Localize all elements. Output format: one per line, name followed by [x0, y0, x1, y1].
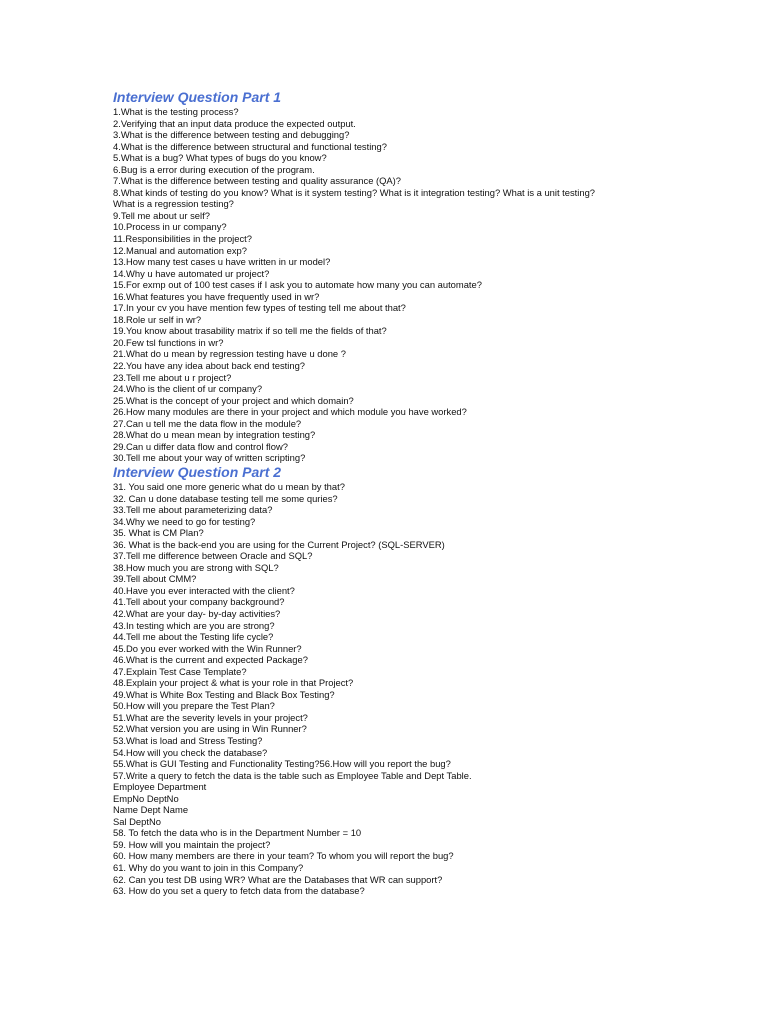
- question-line: 31. You said one more generic what do u mean by that?: [113, 480, 345, 492]
- question-line: 45.Do you ever worked with the Win Runner?: [113, 642, 302, 654]
- question-line: 9.Tell me about ur self?: [113, 209, 210, 221]
- question-line: 40.Have you ever interacted with the client?: [113, 584, 295, 596]
- question-line: 46.What is the current and expected Package?: [113, 654, 308, 666]
- question-line: 7.What is the difference between testing and quality assurance (QA)?: [113, 175, 402, 187]
- question-line: 13.How many test cases u have written in ur model?: [113, 256, 331, 268]
- question-line: 38.How much you are strong with SQL?: [113, 561, 279, 573]
- question-line: 25.What is the concept of your project and which domain?: [113, 394, 354, 406]
- question-line: 17.In your cv you have mention few types of testing tell me about that?: [113, 302, 406, 314]
- section-heading-part-2: Interview Question Part 2: [113, 463, 282, 480]
- question-line: 12.Manual and automation exp?: [113, 244, 247, 256]
- question-line: 37.Tell me difference between Oracle and SQL?: [113, 550, 313, 562]
- document-page: [113, 89, 753, 897]
- question-line: 53.What is load and Stress Testing?: [113, 734, 263, 746]
- question-line: 6.Bug is a error during execution of the program.: [113, 163, 315, 175]
- question-line: 62. Can you test DB using WR? What are the Databases that WR can support?: [113, 873, 443, 885]
- question-line: 39.Tell about CMM?: [113, 573, 197, 585]
- question-line: 50.How will you prepare the Test Plan?: [113, 700, 275, 712]
- question-line: What is a regression testing?: [113, 198, 234, 210]
- question-line: 55.What is GUI Testing and Functionality Testing?56.How will you report the bug?: [113, 758, 451, 770]
- question-line: 36. What is the back-end you are using for the Current Project? (SQL-SERVER): [113, 538, 445, 550]
- question-line: 32. Can u done database testing tell me some quries?: [113, 492, 338, 504]
- question-list-part-1: [113, 106, 753, 464]
- question-line: 4.What is the difference between structural and functional testing?: [113, 140, 387, 152]
- question-line: 52.What version you are using in Win Runner?: [113, 723, 307, 735]
- question-line: 42.What are your day- by-day activities?: [113, 607, 281, 619]
- question-list-part-2: [113, 481, 753, 897]
- question-line: Sal DeptNo: [113, 815, 161, 827]
- question-line: 61. Why do you want to join in this Company?: [113, 862, 304, 873]
- question-line: 26.How many modules are there in your project and which module you have worked?: [113, 406, 467, 418]
- question-line: 21.What do u mean by regression testing have u done ?: [113, 348, 346, 360]
- question-line: 11.Responsibilities in the project?: [113, 233, 252, 245]
- section-heading-part-1: Interview Question Part 1: [113, 89, 282, 105]
- question-line: 54.How will you check the database?: [113, 746, 268, 758]
- question-line: 19.You know about trasability matrix if so tell me the fields of that?: [113, 325, 387, 337]
- question-line: 22.You have any idea about back end testing?: [113, 360, 305, 372]
- question-line: 2.Verifying that an input data produce the expected output.: [113, 117, 356, 129]
- question-line: 34.Why we need to go for testing?: [113, 515, 256, 527]
- question-line: 60. How many members are there in your team? To whom you will report the bug?: [113, 850, 454, 862]
- question-line: 8.What kinds of testing do you know? What is it system testing? What is it integration testing? What is a unit testing?: [113, 186, 596, 198]
- question-line: 30.Tell me about your way of written scripting?: [113, 452, 306, 464]
- question-line: 29.Can u differ data flow and control flow?: [113, 440, 288, 452]
- question-line: 58. To fetch the data who is in the Department Number = 10: [113, 827, 362, 839]
- question-line: 35. What is CM Plan?: [113, 527, 204, 539]
- question-line: 14.Why u have automated ur project?: [113, 267, 270, 279]
- question-line: 23.Tell me about u r project?: [113, 371, 232, 383]
- question-line: 41.Tell about your company background?: [113, 596, 285, 608]
- question-line: 20.Few tsl functions in wr?: [113, 336, 224, 348]
- question-line: 24.Who is the client of ur company?: [113, 383, 263, 395]
- question-line: 43.In testing which are you are strong?: [113, 619, 275, 631]
- question-line: 28.What do u mean mean by integration testing?: [113, 429, 316, 441]
- question-line: 16.What features you have frequently used in wr?: [113, 290, 320, 302]
- question-line: EmpNo DeptNo: [113, 792, 179, 804]
- question-line: 63. How do you set a query to fetch data from the database?: [113, 885, 365, 897]
- question-line: 15.For exmp out of 100 test cases if I ask you to automate how many you can automate?: [113, 279, 482, 291]
- question-line: 27.Can u tell me the data flow in the module?: [113, 417, 302, 429]
- question-line: 57.Write a query to fetch the data is the table such as Employee Table and Dept Table.: [113, 769, 472, 781]
- question-line: Employee Department: [113, 781, 207, 793]
- question-line: 49.What is White Box Testing and Black Box Testing?: [113, 688, 335, 700]
- question-line: 5.What is a bug? What types of bugs do you know?: [113, 152, 327, 164]
- question-line: 44.Tell me about the Testing life cycle?: [113, 631, 274, 643]
- question-line: 10.Process in ur company?: [113, 221, 227, 233]
- question-line: 33.Tell me about parameterizing data?: [113, 504, 273, 516]
- question-line: 47.Explain Test Case Template?: [113, 665, 247, 677]
- question-line: 3.What is the difference between testing and debugging?: [113, 129, 350, 141]
- question-line: 51.What are the severity levels in your project?: [113, 711, 308, 723]
- question-line: 48.Explain your project & what is your role in that Project?: [113, 677, 354, 689]
- question-line: 18.Role ur self in wr?: [113, 313, 202, 325]
- question-line: 59. How will you maintain the project?: [113, 838, 271, 850]
- question-line: 1.What is the testing process?: [113, 106, 239, 117]
- question-line: Name Dept Name: [113, 804, 189, 816]
